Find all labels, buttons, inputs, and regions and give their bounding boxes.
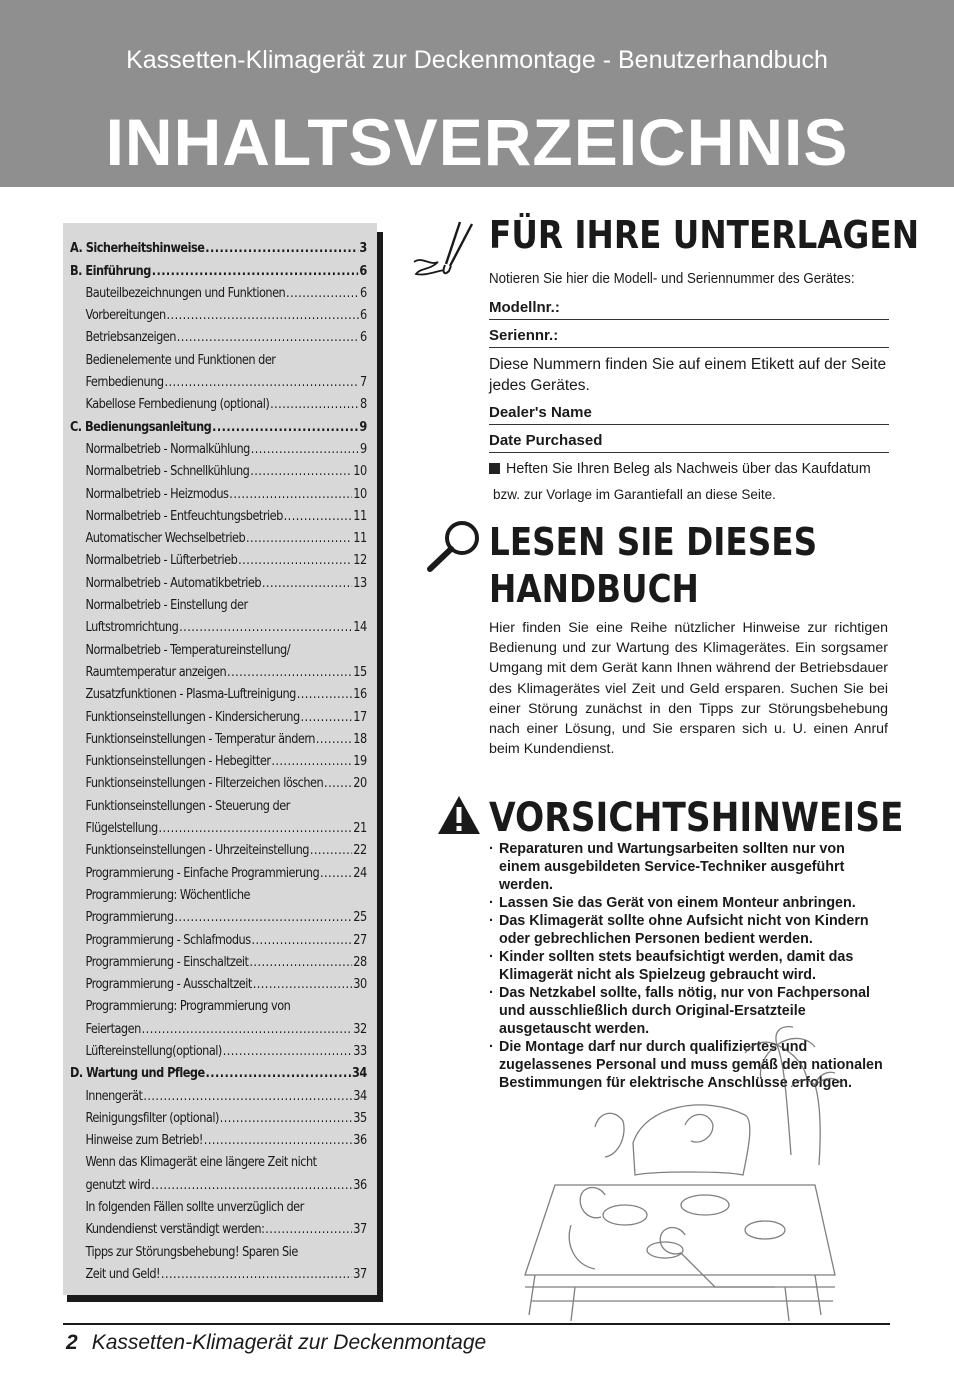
toc-entry [70, 502, 367, 524]
toc-entry-label: Normalbetrieb - Heizmodus [85, 486, 229, 502]
toc-leader-dots [253, 977, 353, 992]
footer-title: Kassetten-Klimagerät zur Deckenmontage [91, 1331, 487, 1354]
toc-entry-page: 12 [353, 553, 367, 569]
toc-entry-page: 32 [353, 1021, 367, 1037]
toc-entry-page: 6 [359, 285, 367, 301]
toc-entry-label: Normalbetrieb - Normalkühlung [85, 441, 250, 457]
toc-leader-dots [310, 843, 353, 858]
toc-leader-dots [164, 375, 359, 390]
toc-entry [70, 948, 367, 970]
toc-entry [70, 970, 367, 992]
toc-entry-label: Programmierung [85, 910, 174, 926]
toc-entry-label: Programmierung: Programmierung von [85, 999, 291, 1015]
toc-entry-page: 20 [353, 776, 367, 792]
read-manual-text: Hier finden Sie eine Reihe nützlicher Hinweise zur richtigen Bedienung und zur Wartung des Klimagerätes. Ein sorgsamer Umgang mit dem Gerät kann Ihnen während der Betriebsdauer des Klimagerätes viel Zeit und Geld ersparen. Suchen Sie bei einer Störung zunächst in den Tipps zur Störungsbehebung nach einer Lösung, und Sie ersparen sich u. U. einen Anruf beim Kundendienst. [489, 620, 888, 758]
toc-entry-label: Bauteilbezeichnungen und Funktionen [85, 285, 286, 301]
toc-entry-page: 8 [359, 397, 367, 413]
toc-entry [70, 1193, 367, 1215]
toc-entry-label: Innengerät [85, 1088, 143, 1104]
caution-item: · Die Montage darf nur durch qualifiziertes und zugelassenes Personal und muss gemäß den nationalen Bestimmungen für elektrische Anschlüsse erfolgen. [489, 1038, 889, 1092]
toc-entry [70, 1215, 367, 1237]
toc-entry-page: 37 [353, 1222, 367, 1238]
toc-entry-page: 19 [353, 754, 367, 770]
toc-entry [70, 658, 367, 680]
toc-leader-dots [174, 910, 352, 925]
toc-entry-label: Normalbetrieb - Einstellung der [85, 598, 248, 614]
page-header [0, 0, 954, 187]
manual-subtitle: Kassetten-Klimagerät zur Deckenmontage - Benutzerhandbuch [126, 46, 828, 74]
toc-leader-dots [251, 933, 352, 948]
toc-entry [70, 591, 367, 613]
toc-entry [70, 1148, 367, 1170]
toc-entry [70, 725, 367, 747]
toc-leader-dots [265, 1222, 352, 1237]
label-location-note: Diese Nummern finden Sie auf einem Etikett auf der Seite jedes Gerätes. [489, 356, 887, 394]
toc-entry-page: 28 [353, 954, 367, 970]
toc-entry-label: Funktionseinstellungen - Hebegitter [85, 754, 271, 770]
toc-entry-label: Feiertagen [85, 1021, 141, 1037]
toc-entry [70, 279, 367, 301]
toc-leader-dots [205, 241, 358, 256]
toc-entry-label: Funktionseinstellungen - Filterzeichen löschen [85, 776, 324, 792]
caution-item: · Lassen Sie das Gerät von einem Monteur anbringen. [489, 894, 889, 912]
toc-leader-dots [179, 620, 352, 635]
toc-entry [70, 881, 367, 903]
toc-entry-label: Programmierung: Wöchentliche [85, 887, 250, 903]
toc-entry-label: Kabellose Fernbedienung (optional) [85, 397, 270, 413]
toc-leader-dots [246, 531, 352, 546]
toc-entry-label: Fernbedienung [85, 375, 164, 391]
toc-entry [70, 457, 367, 479]
toc-entry-page: 11 [353, 508, 367, 524]
toc-entry-page: 14 [353, 620, 367, 636]
toc-entry-label: Programmierung - Schlafmodus [85, 932, 251, 948]
toc-entry-label: A. Sicherheitshinweise [70, 241, 205, 257]
toc-entry-label: Lüftereinstellung(optional) [85, 1043, 222, 1059]
toc-entry-page: 34 [353, 1088, 367, 1104]
toc-entry-label: In folgenden Fällen sollte unverzüglich der [85, 1200, 304, 1216]
toc-entry-page: 27 [353, 932, 367, 948]
date-purchased-field: Date Purchased [489, 432, 889, 453]
toc-leader-dots [316, 732, 353, 747]
toc-leader-dots [270, 397, 359, 412]
toc-entry [70, 1126, 367, 1148]
toc-entry [70, 435, 367, 457]
toc-entry-label: Normalbetrieb - Entfeuchtungsbetrieb [85, 508, 283, 524]
toc-entry-label: genutzt wird [85, 1177, 151, 1193]
toc-entry-page: 11 [353, 531, 367, 547]
toc-leader-dots [324, 776, 352, 791]
toc-entry [70, 836, 367, 858]
toc-entry [70, 345, 367, 367]
toc-entry-page: 22 [353, 843, 367, 859]
toc-entry [70, 1037, 367, 1059]
toc-entry [70, 301, 367, 323]
toc-leader-dots [223, 1044, 353, 1059]
toc-entry [70, 925, 367, 947]
toc-entry [70, 992, 367, 1014]
toc-leader-dots [152, 264, 359, 279]
toc-entry-page: 10 [353, 486, 367, 502]
toc-leader-dots [142, 1022, 353, 1037]
toc-leader-dots [286, 286, 359, 301]
toc-entry-label: Normalbetrieb - Schnellkühlung [85, 464, 250, 480]
toc-entry [70, 368, 367, 390]
footer-rule [63, 1323, 890, 1325]
toc-entry-label: Funktionseinstellungen - Kindersicherung [85, 709, 300, 725]
toc-entry-label: Reinigungsfilter (optional) [85, 1110, 219, 1126]
toc-entry [70, 1260, 367, 1282]
toc-entry [70, 702, 367, 724]
toc-entry-label: Normalbetrieb - Automatikbetrieb [85, 575, 262, 591]
toc-entry [70, 903, 367, 925]
toc-entry [70, 390, 367, 412]
toc-leader-dots [271, 754, 352, 769]
toc-entry-page: 6 [359, 263, 367, 279]
toc-entry [70, 1059, 367, 1081]
page-footer [66, 1331, 486, 1355]
page-title: INHALTSVERZEICHNIS [105, 105, 849, 179]
magnifier-icon [424, 518, 484, 574]
receipt-note: Heften Sie Ihren Beleg als Nachweis über das Kaufdatum bzw. zur Vorlage im Garantiefall an diese Seite. [489, 456, 899, 508]
pen-icon [408, 218, 482, 280]
toc-leader-dots [167, 308, 360, 323]
toc-entry-page: 9 [359, 419, 367, 435]
toc-entry [70, 412, 367, 434]
toc-leader-dots [262, 576, 353, 591]
toc-leader-dots [320, 866, 352, 881]
toc-leader-dots [159, 821, 353, 836]
toc-leader-dots [143, 1089, 352, 1104]
toc-entry-label: Automatischer Wechselbetrieb [85, 531, 246, 547]
toc-entry [70, 546, 367, 568]
toc-entry-label: Funktionseinstellungen - Uhrzeiteinstellung [85, 843, 309, 859]
toc-leader-dots [284, 509, 353, 524]
toc-entry [70, 256, 367, 278]
toc-entry [70, 814, 367, 836]
toc-entry [70, 568, 367, 590]
toc-leader-dots [220, 1111, 353, 1126]
toc-leader-dots [212, 420, 358, 435]
toc-leader-dots [250, 464, 352, 479]
toc-entry-page: 13 [353, 575, 367, 591]
square-bullet-icon [489, 463, 500, 474]
toc-entry-label: Luftstromrichtung [85, 620, 179, 636]
toc-leader-dots [251, 442, 359, 457]
toc-entry-label: B. Einführung [70, 263, 151, 279]
toc-entry-label: Normalbetrieb - Lüfterbetrieb [85, 553, 238, 569]
toc-entry-page: 7 [359, 375, 367, 391]
toc-entry-label: Flügelstellung [85, 821, 158, 837]
table-of-contents [63, 223, 377, 1295]
toc-entry-page: 21 [353, 821, 367, 837]
toc-entry [70, 524, 367, 546]
toc-entry-label: Zusatzfunktionen - Plasma-Luftreinigung [85, 687, 296, 703]
page-number: 2 [66, 1331, 78, 1354]
toc-entry-label: Funktionseinstellungen - Steuerung der [85, 798, 290, 814]
toc-entry-page: 6 [359, 330, 367, 346]
toc-entry-label: C. Bedienungsanleitung [70, 419, 212, 435]
toc-entry [70, 769, 367, 791]
read-manual-heading-line-2: HANDBUCH [489, 567, 699, 611]
toc-entry-label: Vorbereitungen [85, 308, 166, 324]
toc-entry-page: 37 [353, 1266, 367, 1282]
toc-entry [70, 234, 367, 256]
toc-entry-label: Funktionseinstellungen - Temperatur ändern [85, 731, 315, 747]
toc-entry-label: Raumtemperatur anzeigen [85, 664, 227, 680]
toc-entry-label: Programmierung - Ausschaltzeit [85, 977, 252, 993]
toc-entry-page: 35 [353, 1110, 367, 1126]
toc-entry [70, 1170, 367, 1192]
toc-leader-dots [177, 330, 359, 345]
toc-entry [70, 858, 367, 880]
toc-entry-page: 36 [353, 1177, 367, 1193]
toc-leader-dots [300, 710, 352, 725]
toc-entry-label: Programmierung - Einfache Programmierung [85, 865, 320, 881]
toc-entry-page: 15 [353, 664, 367, 680]
toc-leader-dots [297, 687, 353, 702]
toc-leader-dots [249, 955, 352, 970]
toc-entry [70, 613, 367, 635]
toc-entry-label: Tipps zur Störungsbehebung! Sparen Sie [85, 1244, 298, 1260]
toc-entry-label: Wenn das Klimagerät eine längere Zeit nicht [85, 1155, 317, 1171]
toc-entry [70, 479, 367, 501]
serial-number-field: Seriennr.: [489, 327, 889, 348]
caution-item: · Das Netzkabel sollte, falls nötig, nur von Fachpersonal und ausschließlich durch Original-Ersatzteile ausgetauscht werden. [489, 984, 889, 1038]
toc-entry-page: 18 [353, 731, 367, 747]
toc-leader-dots [227, 665, 352, 680]
toc-leader-dots [204, 1133, 353, 1148]
caution-item: · Reparaturen und Wartungsarbeiten sollten nur von einem ausgebildeten Service-Techniker ausgeführt werden. [489, 840, 889, 894]
toc-entry-page: 3 [359, 241, 367, 257]
toc-entry [70, 1237, 367, 1259]
toc-entry-page: 9 [359, 441, 367, 457]
toc-list [70, 234, 367, 1282]
toc-entry-page: 17 [353, 709, 367, 725]
toc-entry-label: Normalbetrieb - Temperatureinstellung/ [85, 642, 291, 658]
toc-entry [70, 1014, 367, 1036]
toc-entry [70, 1104, 367, 1126]
records-heading: FÜR IHRE UNTERLAGEN [489, 213, 920, 257]
toc-leader-dots [238, 553, 352, 568]
toc-leader-dots [229, 487, 352, 502]
records-intro: Notieren Sie hier die Modell- und Seriennummer des Gerätes: [489, 271, 855, 287]
toc-entry-label: Betriebsanzeigen [85, 330, 176, 346]
toc-leader-dots [206, 1066, 352, 1081]
toc-entry-page: 34 [351, 1066, 367, 1082]
toc-entry-label: Bedienelemente und Funktionen der [85, 352, 276, 368]
toc-entry-page: 25 [353, 910, 367, 926]
toc-entry-label: Hinweise zum Betrieb! [85, 1133, 203, 1149]
toc-entry-page: 33 [353, 1043, 367, 1059]
toc-entry-label: D. Wartung und Pflege [70, 1066, 205, 1082]
toc-entry [70, 635, 367, 657]
toc-entry-page: 36 [353, 1133, 367, 1149]
warning-triangle-icon [436, 794, 482, 836]
toc-entry-page: 6 [359, 308, 367, 324]
toc-entry [70, 747, 367, 769]
toc-leader-dots [151, 1178, 352, 1193]
toc-entry [70, 323, 367, 345]
toc-entry-page: 10 [353, 464, 367, 480]
model-number-field: Modellnr.: [489, 299, 889, 320]
toc-leader-dots [161, 1267, 353, 1282]
toc-entry-label: Zeit und Geld! [85, 1266, 161, 1282]
dealer-name-field: Dealer's Name [489, 404, 889, 425]
toc-entry-page: 24 [353, 865, 367, 881]
toc-entry [70, 680, 367, 702]
toc-entry-label: Kundendienst verständigt werden: [85, 1222, 265, 1238]
caution-item: · Das Klimagerät sollte ohne Aufsicht nicht von Kindern oder gebrechlichen Personen bedient werden. [489, 912, 889, 948]
caution-item: · Kinder sollten stets beaufsichtigt werden, damit das Klimagerät nicht als Spielzeug gebraucht wird. [489, 948, 889, 984]
cautions-heading: VORSICHTSHINWEISE [489, 795, 904, 841]
toc-entry-page: 30 [353, 977, 367, 993]
toc-entry [70, 1081, 367, 1103]
toc-entry-page: 16 [353, 687, 367, 703]
toc-entry-label: Programmierung - Einschaltzeit [85, 954, 249, 970]
family-picnic-illustration [515, 1025, 845, 1325]
read-manual-heading-line-1: LESEN SIE DIESES [489, 520, 818, 564]
toc-entry [70, 791, 367, 813]
